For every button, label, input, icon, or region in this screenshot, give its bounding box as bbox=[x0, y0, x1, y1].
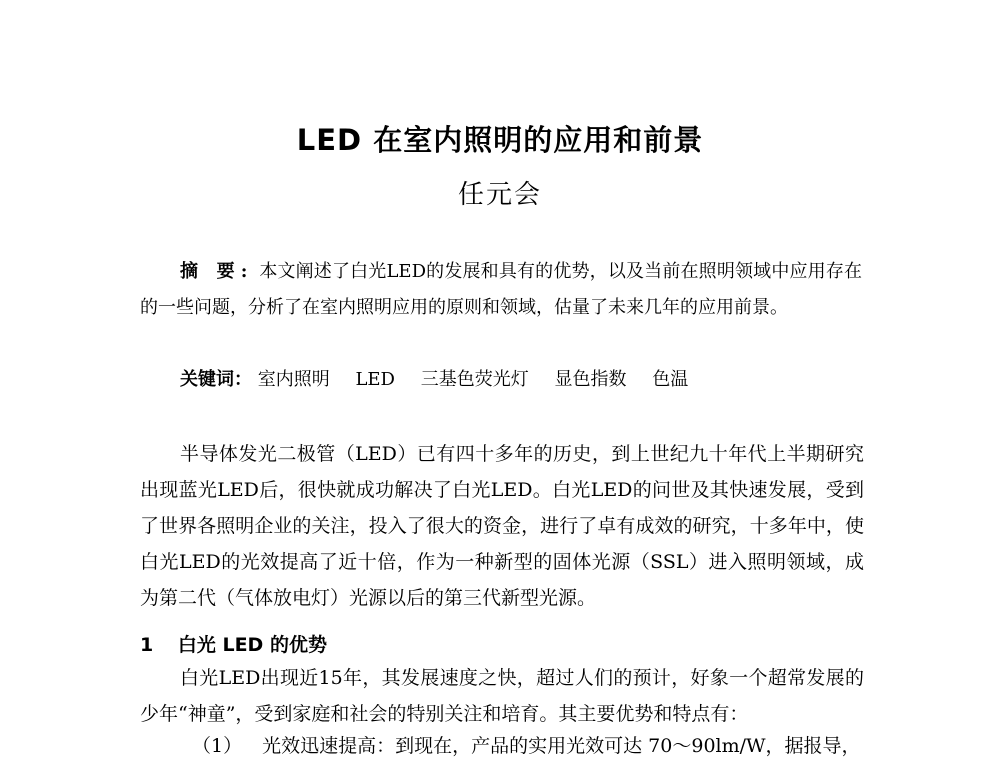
abstract-label: 摘 要: bbox=[180, 261, 254, 282]
section-heading bbox=[140, 630, 327, 657]
abstract-block bbox=[140, 254, 862, 326]
section-paragraph: 白光LED出现近15年，其发展速度之快，超过人们的预计，好象一个超常发展的少年“神童”，受到家庭和社会的特别关注和培育。其主要优势和特点有： bbox=[140, 667, 864, 725]
list-item-number: （1） bbox=[192, 735, 243, 757]
keyword: 三基色荧光灯 bbox=[420, 369, 529, 390]
keyword: LED bbox=[355, 369, 395, 390]
keywords-line bbox=[180, 362, 708, 398]
list-item-text: 光效迅速提高：到现在，产品的实用光效可达 70～90lm/W，据报导， bbox=[262, 735, 861, 757]
section-number: 1 bbox=[140, 634, 154, 656]
keyword: 色温 bbox=[652, 369, 689, 390]
keyword: 室内照明 bbox=[257, 369, 330, 390]
page-title: LED 在室内照明的应用和前景 bbox=[296, 123, 704, 157]
section-title: 白光 LED 的优势 bbox=[177, 634, 327, 656]
keywords-label: 关键词： bbox=[180, 369, 252, 390]
list-item bbox=[192, 731, 861, 758]
section-body bbox=[140, 660, 864, 732]
keyword: 显色指数 bbox=[554, 369, 627, 390]
abstract-text: 本文阐述了白光LED的发展和具有的优势，以及当前在照明领域中应用存在的一些问题，分析了在室内照明应用的原则和领域，估量了未来几年的应用前景。 bbox=[140, 261, 862, 318]
author-name: 任元会 bbox=[457, 180, 542, 210]
intro-section bbox=[140, 436, 864, 616]
intro-paragraph: 半导体发光二极管（LED）已有四十多年的历史，到上世纪九十年代上半期研究出现蓝光LED后，很快就成功解决了白光LED。白光LED的问世及其快速发展，受到了世界各照明企业的关注，投入了很大的资金，进行了卓有成效的研究，十多年中，使白光LED的光效提高了近十倍，作为一种新型的固体光源（SSL）进入照明领域，成为第二代（气体放电灯）光源以后的第三代新型光源。 bbox=[140, 443, 864, 609]
